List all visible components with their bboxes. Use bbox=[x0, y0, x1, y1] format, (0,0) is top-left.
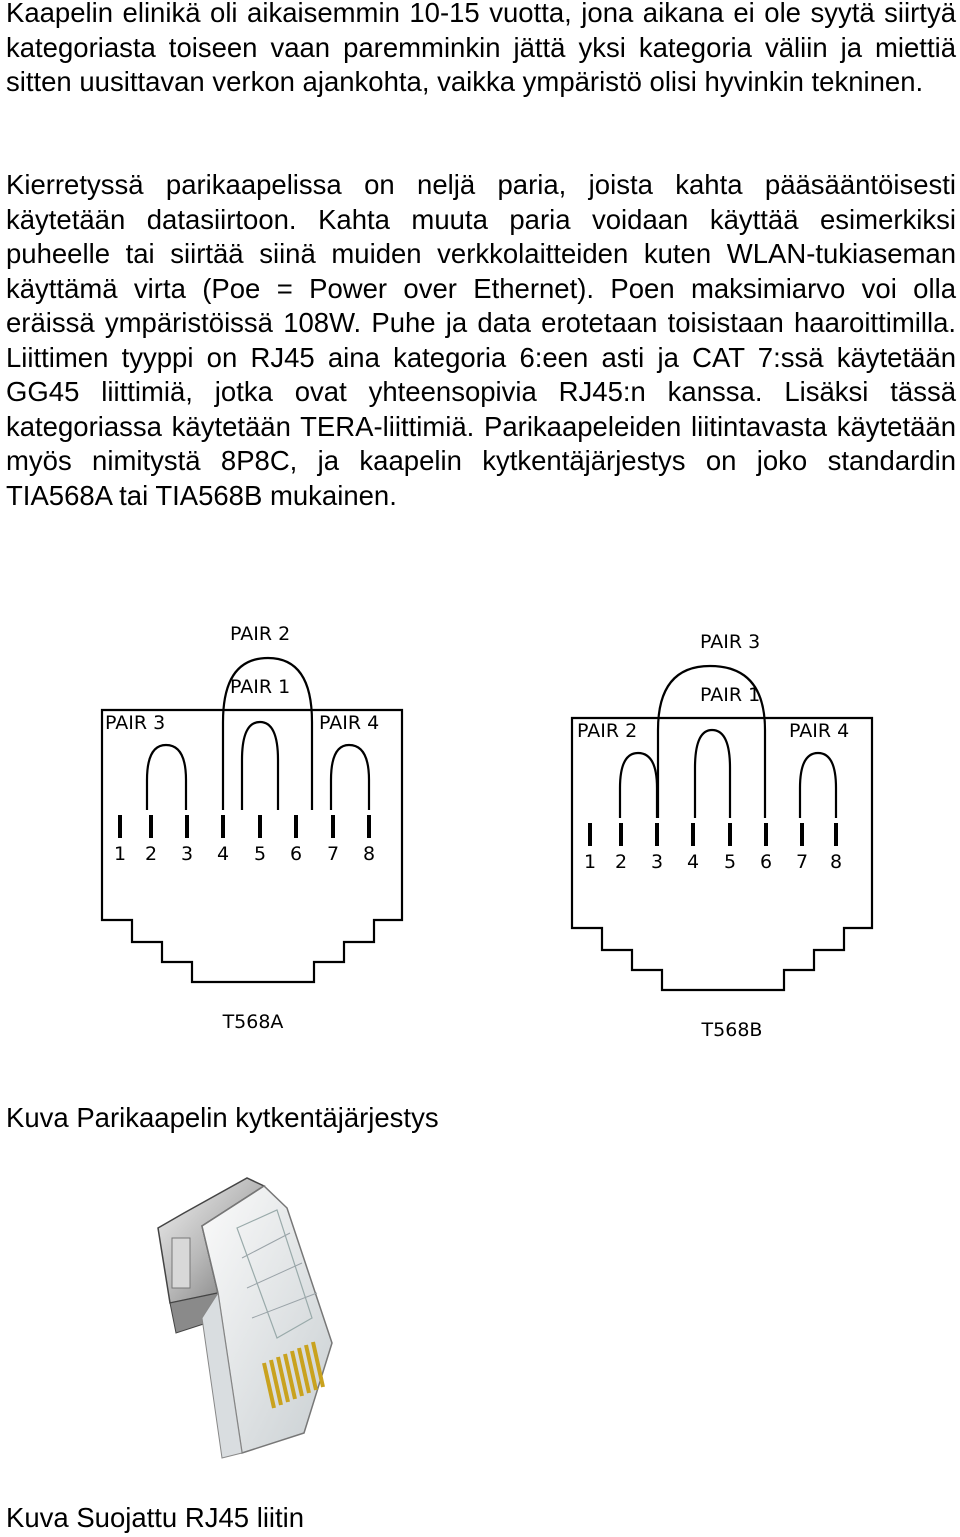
pin-number: 6 bbox=[759, 851, 773, 873]
pair-left-arc bbox=[620, 753, 657, 818]
pair-mid-label: PAIR 1 bbox=[700, 684, 761, 706]
pair-mid-arc bbox=[695, 730, 730, 818]
pin-number: 6 bbox=[289, 843, 303, 865]
pair-top-label: PAIR 3 bbox=[700, 631, 761, 653]
pair-right-arc bbox=[800, 753, 836, 818]
paragraph-twisted-pair: Kierretyssä parikaapelissa on neljä paria, joista kahta pääsääntöisesti käytetään datasiirtoon. Kahta muuta paria voidaan käyttää esimerkiksi puheelle tai siirtää siinä muiden verkkolaitteiden kuten WLAN-tukiaseman käyttämä virta (Poe = Power over Ethernet). Poen maksimiarvo voi olla eräissä ympäristöissä 108W. Puhe ja data erotetaan toisistaan haaroittimilla. Liittimen tyyppi on RJ45 aina kategoria 6:een asti ja CAT 7:ssä käytetään GG45 liittimiä, jotka ovat yhteensopivia RJ45:n kanssa. Lisäksi tässä kategoriassa käytetään TERA-liittimiä. Parikaapeleiden liitintavasta käytetään myös nimitystä 8P8C, ja kaapelin kytkentäjärjestys on joko standardin TIA568A tai TIA568B mukainen. bbox=[6, 169, 956, 511]
pin-number: 4 bbox=[686, 851, 700, 873]
pin-number: 5 bbox=[723, 851, 737, 873]
pin-number: 3 bbox=[180, 843, 194, 865]
t568b-diagram bbox=[560, 618, 890, 1048]
pin-number: 2 bbox=[614, 851, 628, 873]
pin-number: 3 bbox=[650, 851, 664, 873]
pair-left-arc bbox=[147, 745, 186, 810]
pair-right-label: PAIR 4 bbox=[789, 720, 850, 742]
pin-number: 7 bbox=[795, 851, 809, 873]
pair-right-arc bbox=[331, 745, 369, 810]
pin-number: 8 bbox=[829, 851, 843, 873]
pair-mid-label: PAIR 1 bbox=[230, 676, 291, 698]
pair-left-label: PAIR 2 bbox=[577, 720, 638, 742]
t568a-diagram bbox=[90, 610, 420, 1040]
standard-label: T568B bbox=[701, 1019, 763, 1041]
pair-left-label: PAIR 3 bbox=[105, 712, 166, 734]
pair-mid-arc bbox=[242, 722, 278, 810]
caption-shielded-rj45: Kuva Suojattu RJ45 liitin bbox=[6, 1502, 305, 1533]
pin-number: 1 bbox=[113, 843, 127, 865]
pin-number: 1 bbox=[583, 851, 597, 873]
pin-number: 4 bbox=[216, 843, 230, 865]
pin-number: 2 bbox=[144, 843, 158, 865]
standard-label: T568A bbox=[222, 1011, 284, 1033]
rj45-connector-image bbox=[152, 1168, 352, 1468]
pin-number: 7 bbox=[326, 843, 340, 865]
pair-right-label: PAIR 4 bbox=[319, 712, 380, 734]
pin-number: 5 bbox=[253, 843, 267, 865]
pin-number: 8 bbox=[362, 843, 376, 865]
paragraph-cable-lifetime: Kaapelin elinikä oli aikaisemmin 10-15 vuotta, jona aikana ei ole syytä siirtyä kategoriasta toiseen vaan paremminkin jättä yksi kategoria väliin ja miettiä sitten uusittavan verkon ajankohta, vaikka ympäristö olisi hyvinkin tekninen. bbox=[6, 0, 956, 97]
caption-wiring-order: Kuva Parikaapelin kytkentäjärjestys bbox=[6, 1102, 439, 1133]
pair-top-label: PAIR 2 bbox=[230, 623, 291, 645]
